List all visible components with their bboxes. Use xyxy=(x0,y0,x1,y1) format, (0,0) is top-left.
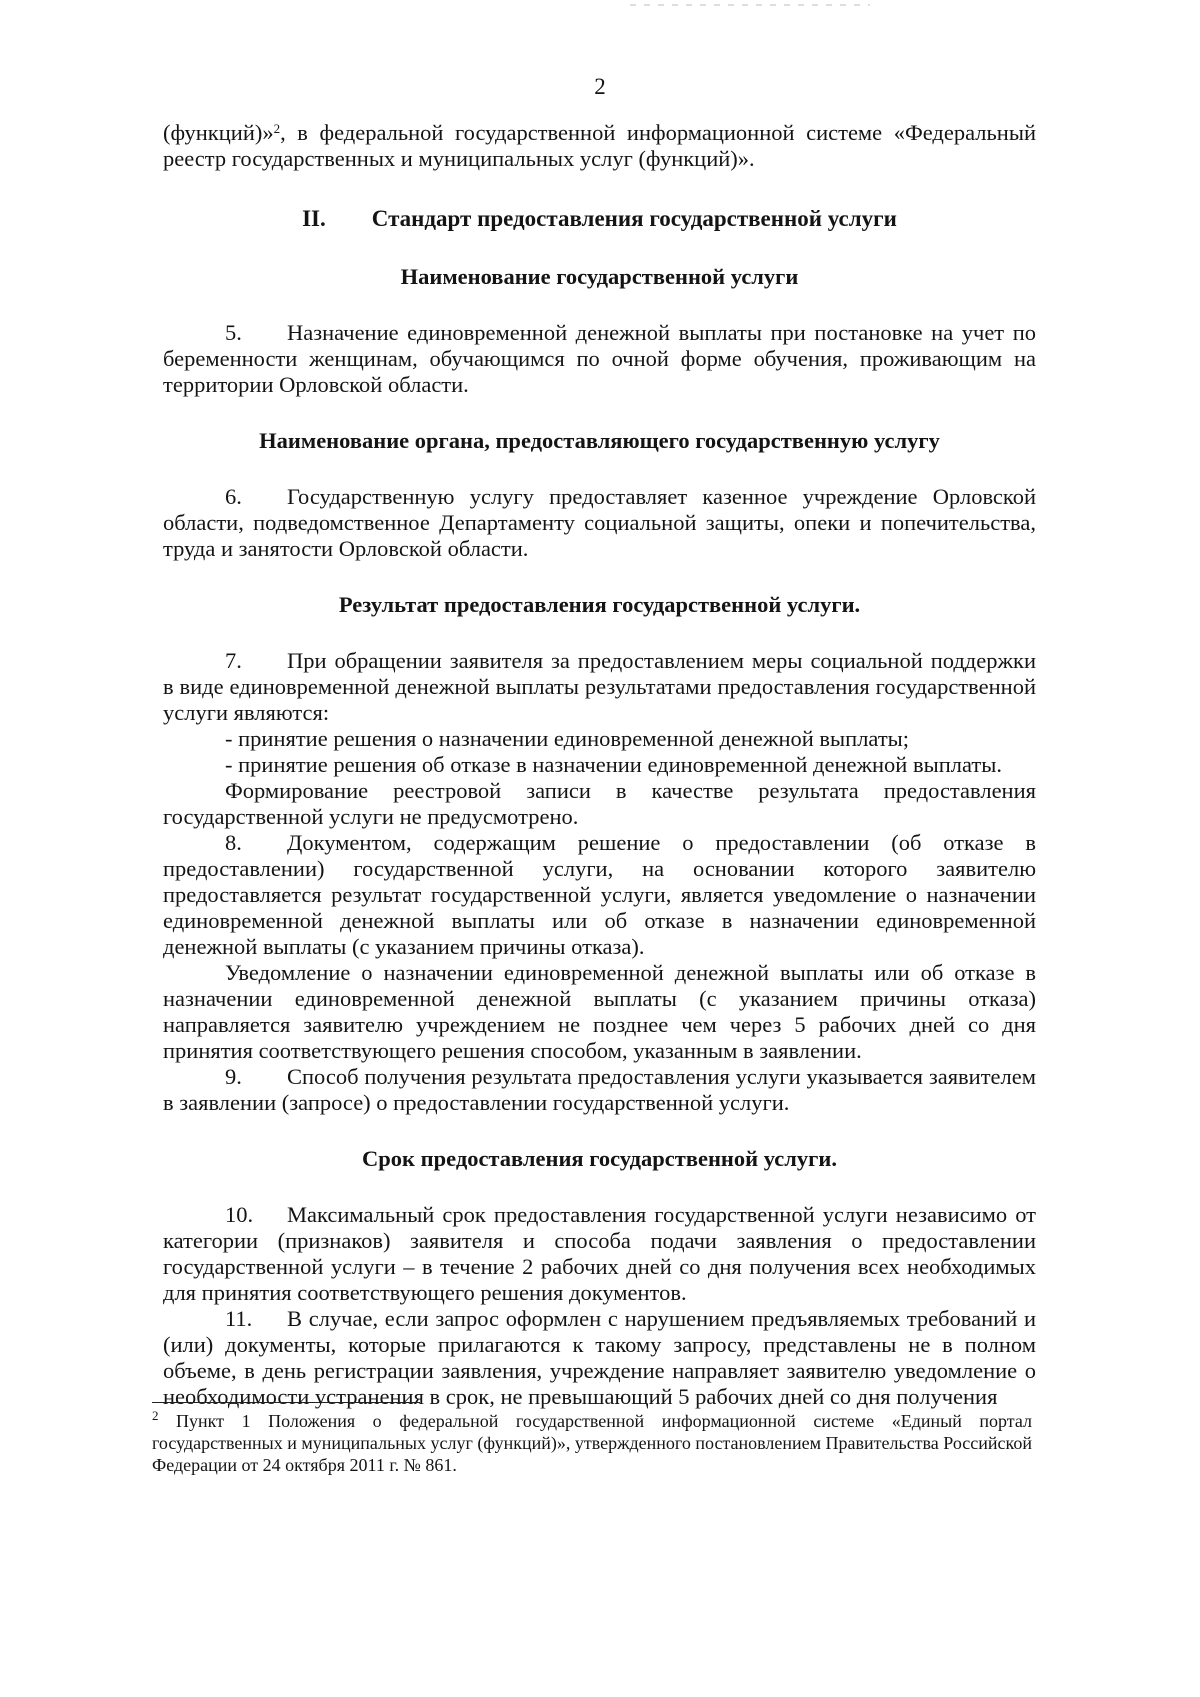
heading-authority: Наименование органа, предоставляющего государственную услугу xyxy=(259,428,940,453)
footnote-divider xyxy=(152,1402,420,1403)
paragraph-text: Способ получения результата предоставления услуги указывается заявителем в заявлении (запросе) о предоставлении государственной услуги. xyxy=(163,1064,1036,1115)
footnote-text: Пункт 1 Положения о федеральной государственной информационной системе «Единый портал государственных и муниципальных услуг (функций)», утвержденного постановлением Правительства Российской Федерации от 24 октября 2011 г. № 861. xyxy=(152,1411,1033,1475)
paragraph-number: 7. xyxy=(225,648,242,673)
paragraph-number: 8. xyxy=(225,830,242,855)
paragraph-registry: Формирование реестровой записи в качестве результата предоставления государственной услуги не предусмотрено. xyxy=(163,778,1036,829)
paragraph-text: Максимальный срок предоставления государственной услуги независимо от категории (признаков) заявителя и способа подачи заявления о предоставлении государственной услуги – в течение 2 рабочих дней со дня получения всех необходимых для принятия соответствующего решения документов. xyxy=(163,1202,1036,1305)
paragraph-notice: Уведомление о назначении единовременной денежной выплаты или об отказе в назначении единовременной денежной выплаты (с указанием причины отказа) направляется заявителю учреждением не позднее чем через 5 рабочих дней со дня принятия соответствующего решения способом, указанным в заявлении. xyxy=(163,960,1036,1063)
paragraph-number: 5. xyxy=(225,320,242,345)
paragraph-8 xyxy=(163,830,1036,960)
intro-rest: , в федеральной государственной информационной системе «Федеральный реестр государственных и муниципальных услуг (функций)». xyxy=(163,120,1036,171)
paragraph-number: 10. xyxy=(225,1202,254,1227)
list-item: - принятие решения о назначении единовременной денежной выплаты; xyxy=(225,726,910,751)
footnote-marker: 2 xyxy=(152,1408,159,1423)
heading-term: Срок предоставления государственной услуги. xyxy=(362,1146,837,1171)
paragraph-11 xyxy=(163,1306,1036,1410)
section-title: Стандарт предоставления государственной услуги xyxy=(371,206,897,231)
section-number: II. xyxy=(302,206,326,231)
footnote-reference[interactable]: 2 xyxy=(273,121,281,136)
paragraph-7 xyxy=(163,648,1036,726)
intro-paragraph xyxy=(163,120,1036,172)
section-heading xyxy=(163,206,1036,232)
paragraph-text: Назначение единовременной денежной выплаты при постановке на учет по беременности женщинам, обучающимся по очной форме обучения, проживающим на территории Орловской области. xyxy=(163,320,1036,397)
scan-artifact xyxy=(630,4,870,6)
paragraph-6 xyxy=(163,484,1036,562)
paragraph-10 xyxy=(163,1202,1036,1306)
list-item: - принятие решения об отказе в назначении единовременной денежной выплаты. xyxy=(225,752,1002,777)
heading-service-name: Наименование государственной услуги xyxy=(400,264,799,289)
footnote xyxy=(152,1410,1032,1476)
paragraph-text: При обращении заявителя за предоставлением меры социальной поддержки в виде единовременной денежной выплаты результатами предоставления государственной услуги являются: xyxy=(163,648,1036,725)
paragraph-5 xyxy=(163,320,1036,398)
paragraph-text: Государственную услугу предоставляет казенное учреждение Орловской области, подведомственное Департаменту социальной защиты, опеки и попечительства, труда и занятости Орловской области. xyxy=(163,484,1036,561)
document-body xyxy=(163,120,1036,1410)
heading-result: Результат предоставления государственной услуги. xyxy=(338,592,861,617)
paragraph-text: Документом, содержащим решение о предоставлении (об отказе в предоставлении) государственной услуги, на основании которого заявителю предоставляется результат государственной услуги, является уведомление о назначении единовременной денежной выплаты или об отказе в назначении единовременной денежной выплаты (с указанием причины отказа). xyxy=(163,830,1036,959)
paragraph-number: 9. xyxy=(225,1064,242,1089)
paragraph-text: В случае, если запрос оформлен с нарушением предъявляемых требований и (или) документы, которые прилагаются к такому запросу, представлены не в полном объеме, в день регистрации заявления, учреждение направляет заявителю уведомление о необходимости устранения в срок, не превышающий 5 рабочих дней со дня получения xyxy=(163,1306,1036,1409)
page-number: 2 xyxy=(594,74,606,99)
intro-lead: (функций)» xyxy=(163,120,274,145)
paragraph-9 xyxy=(163,1064,1036,1116)
paragraph-number: 6. xyxy=(225,484,242,509)
paragraph-number: 11. xyxy=(225,1306,253,1331)
